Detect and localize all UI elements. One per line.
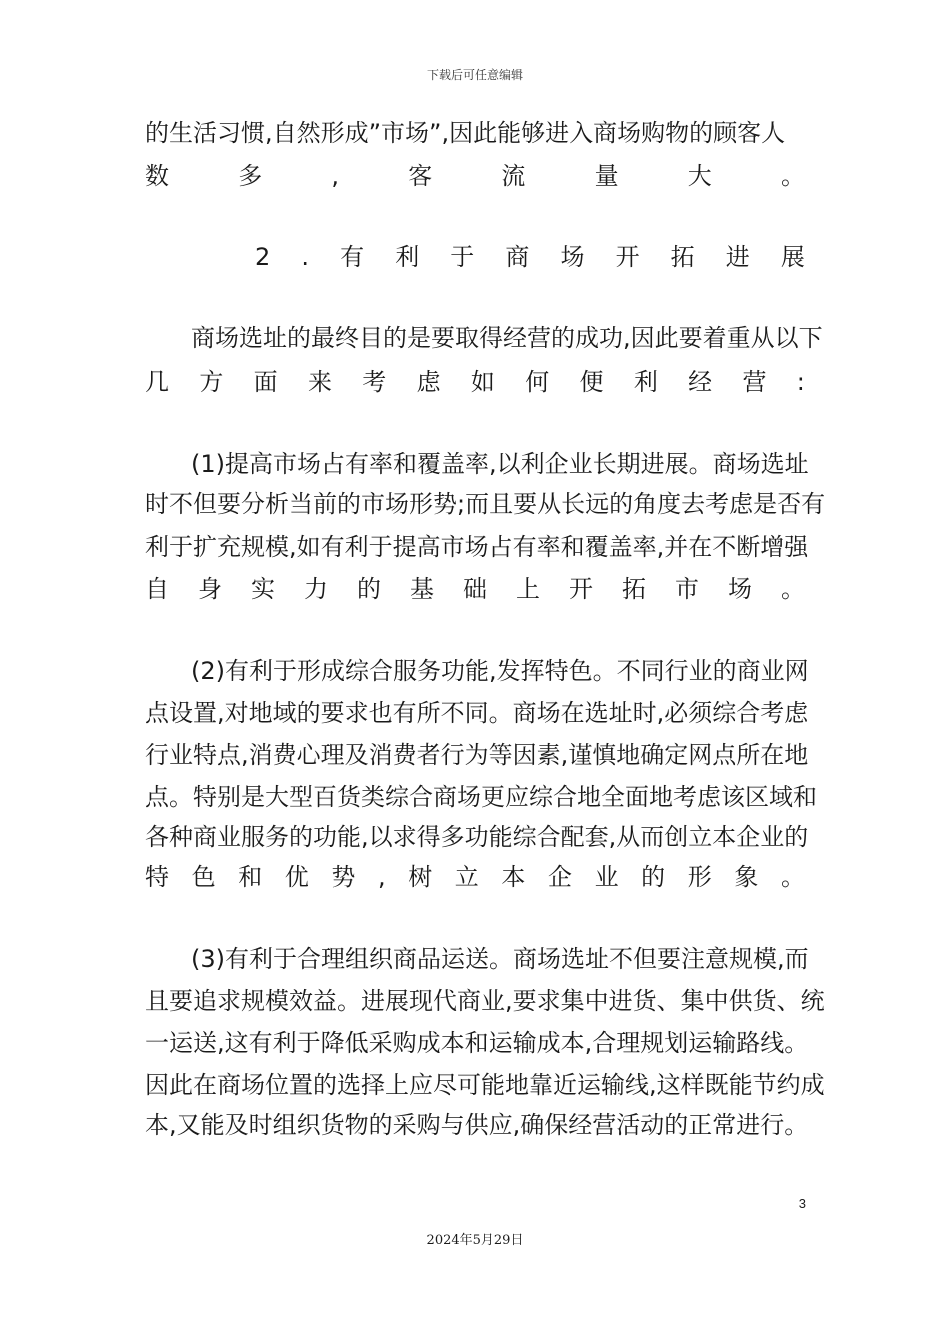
text-line: 商场选址的最终目的是要取得经营的成功,因此要着重从以下: [191, 324, 823, 352]
text-line: 自 身 实 力 的 基 础 上 开 拓 市 场 。: [145, 575, 805, 603]
text-line: 各种商业服务的功能,以求得多功能综合配套,从而创立本企业的: [145, 823, 809, 851]
text-line: 2 . 有 利 于 商 场 开 拓 进 展: [255, 243, 805, 271]
text-line: (1)提高市场占有率和覆盖率,以利企业长期进展。商场选址: [191, 450, 809, 478]
text-line: 利于扩充规模,如有利于提高市场占有率和覆盖率,并在不断增强: [145, 533, 809, 561]
text-line: (2)有利于形成综合服务功能,发挥特色。不同行业的商业网: [191, 657, 809, 685]
text-line: 几 方 面 来 考 虑 如 何 便 利 经 营 :: [145, 368, 805, 396]
page-number: 3: [798, 1196, 806, 1211]
text-line: 点。特别是大型百货类综合商场更应综合地全面地考虑该区域和: [145, 783, 817, 811]
text-line: 点设置,对地域的要求也有所不同。商场在选址时,必须综合考虑: [145, 699, 809, 727]
text-line: 因此在商场位置的选择上应尽可能地靠近运输线,这样既能节约成: [145, 1071, 825, 1099]
page-header: 下载后可任意编辑: [426, 68, 523, 82]
text-line: (3)有利于合理组织商品运送。商场选址不但要注意规模,而: [191, 945, 809, 973]
text-line: 一运送,这有利于降低采购成本和运输成本,合理规划运输路线。: [145, 1029, 809, 1057]
text-line: 的生活习惯,自然形成”市场”,因此能够进入商场购物的顾客人: [145, 119, 786, 147]
text-line: 特 色 和 优 势 , 树 立 本 企 业 的 形 象 。: [145, 863, 805, 891]
text-line: 时不但要分析当前的市场形势;而且要从长远的角度去考虑是否有: [145, 490, 826, 518]
text-line: 且要追求规模效益。进展现代商业,要求集中进货、集中供货、统: [145, 987, 825, 1015]
text-line: 行业特点,消费心理及消费者行为等因素,谨慎地确定网点所在地: [145, 741, 809, 769]
text-line: 数 多 , 客 流 量 大 。: [145, 162, 805, 190]
text-line: 本,又能及时组织货物的采购与供应,确保经营活动的正常进行。: [145, 1111, 809, 1139]
footer-date: 2024年5月29日: [426, 1233, 524, 1248]
